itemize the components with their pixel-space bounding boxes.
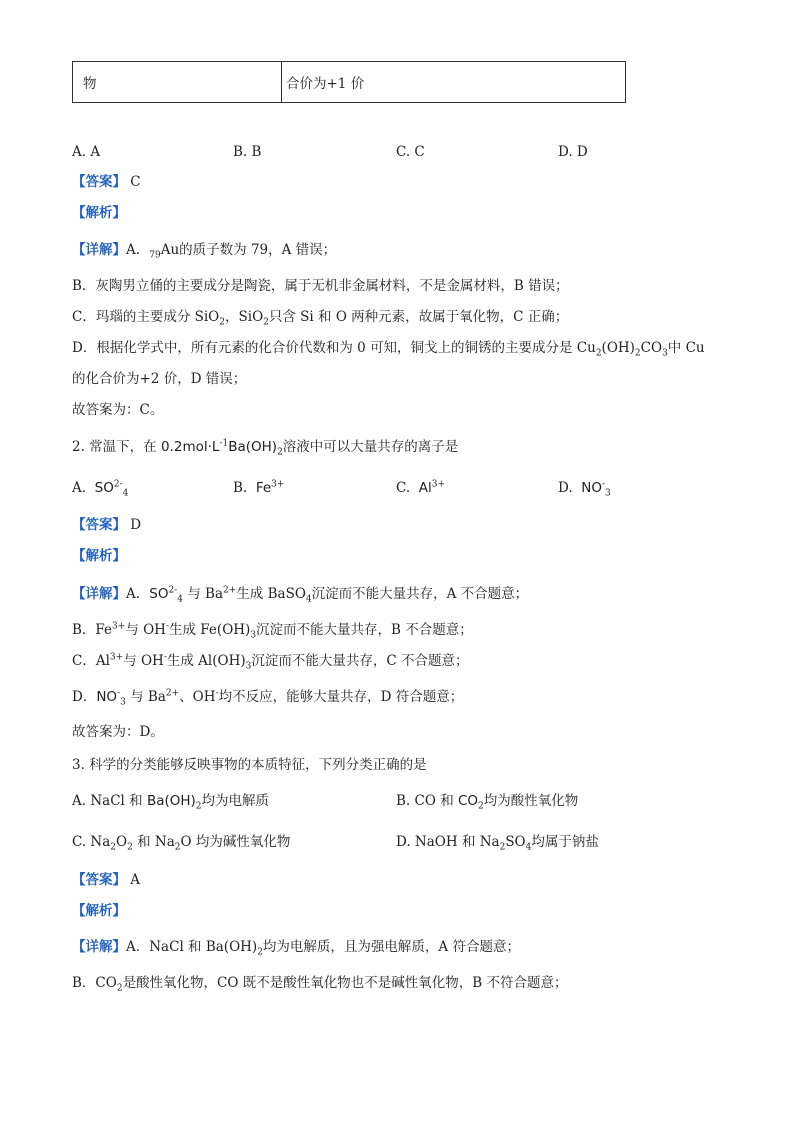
q3-option-d: [396, 833, 599, 851]
text: 均为电解质: [201, 793, 270, 809]
text: 沉淀而不能大量共存，B 不合题意；: [256, 622, 473, 638]
text: 2: [174, 842, 181, 853]
text: 4: [305, 594, 312, 605]
q1-option-c: C. C: [396, 144, 425, 160]
q3-analysis: [72, 902, 126, 920]
q2-detail-a: [72, 585, 528, 603]
text: 和 Na: [132, 834, 175, 850]
q2-stem: [72, 438, 458, 456]
text: B.: [233, 480, 248, 496]
text: 与 Ba: [130, 689, 166, 705]
text: 3+: [112, 621, 126, 632]
q1-option-a: A. A: [72, 144, 101, 160]
text: 生成 Fe(OH): [169, 622, 251, 638]
text: SO: [94, 480, 114, 496]
text: 沉淀而不能大量共存，C 不合题意；: [251, 653, 469, 669]
text: -1: [219, 438, 229, 449]
q3-option-c: [72, 833, 290, 851]
text: 2+: [165, 688, 180, 699]
text: 2: [127, 842, 133, 853]
text: 3+: [109, 652, 124, 663]
analysis-tag: 【解析】: [72, 548, 126, 564]
text: 2: [110, 842, 117, 853]
table-cell: 物: [73, 62, 282, 102]
text: 生成 BaSO: [236, 586, 306, 602]
text: 只含 Si 和 O 两种元素，故属于氧化物，C 正确；: [268, 309, 569, 325]
text: 79: [149, 250, 161, 261]
q3-option-a: [72, 792, 269, 810]
answer-value: A: [130, 872, 141, 888]
text: 与 OH: [123, 653, 164, 669]
text: Fe: [255, 480, 272, 496]
q2-detail-d: [72, 688, 463, 706]
text: D．: [72, 689, 97, 705]
detail-tag: 【详解】: [72, 586, 126, 602]
text: B．Fe: [72, 622, 113, 638]
text: SO: [505, 834, 526, 850]
text: O 均为碱性氧化物: [180, 834, 291, 850]
q1-option-d: D. D: [558, 144, 588, 160]
text: A. NaCl 和: [72, 793, 147, 809]
q2-option-a: [72, 479, 128, 497]
text: D．根据化学式中，所有元素的化合价代数和为 0 可知，铜戈上的铜锈的主要成分是 Cu: [72, 340, 596, 356]
text: 均为酸性氧化物: [483, 793, 579, 809]
text: 3+: [271, 479, 285, 490]
q2-option-b: [233, 479, 284, 497]
text: 4: [525, 842, 532, 853]
text: 3: [662, 348, 668, 359]
text: D. NaOH 和 Na: [396, 834, 500, 850]
q1-analysis: [72, 204, 126, 222]
text: 均属于钠盐: [531, 834, 599, 850]
answer-tag: 【答案】: [72, 517, 126, 533]
text: 2+: [223, 585, 237, 596]
detail-tag: 【详解】: [72, 939, 126, 955]
text: -: [165, 621, 170, 632]
text: -: [163, 652, 167, 663]
q1-detail-d-cont: 的化合价为+2 价，D 错误；: [72, 371, 247, 387]
text: 的质子数为 79，A 错误；: [179, 242, 337, 258]
text: 2: [634, 348, 641, 359]
text: 3+: [431, 479, 446, 490]
text: 2: [277, 447, 283, 458]
text: A.: [72, 480, 87, 496]
q3-stem: 3. 科学的分类能够反映事物的本质特征，下列分类正确的是: [72, 757, 427, 773]
text: B．CO: [72, 975, 117, 991]
q1-detail-a: [72, 241, 336, 259]
text: 4: [177, 594, 183, 605]
q2-analysis: [72, 547, 126, 565]
q1-detail-c: [72, 308, 568, 326]
text: 生成 Al(OH): [166, 653, 246, 669]
text: 2: [499, 842, 506, 853]
text: A．: [126, 242, 150, 258]
text: 3: [605, 488, 611, 499]
q1-detail-b: B．灰陶男立俑的主要成分是陶瓷，属于无机非金属材料，不是金属材料，B 错误；: [72, 278, 569, 294]
q2-conclusion: 故答案为：D。: [72, 724, 164, 740]
q3-option-b: [396, 792, 578, 810]
text: -: [215, 688, 219, 699]
text: Al: [418, 480, 432, 496]
text: 2: [116, 983, 123, 994]
text: SO: [149, 586, 169, 602]
text: 3: [120, 697, 126, 708]
q1-answer: [72, 173, 141, 191]
text: 2: [257, 947, 263, 958]
text: 2-: [168, 585, 178, 596]
text: Au: [160, 242, 180, 258]
text: 沉淀而不能大量共存，A 不合题意；: [311, 586, 529, 602]
text: B. CO 和: [396, 793, 458, 809]
q2-option-d: [558, 479, 611, 497]
q2-answer: [72, 516, 141, 534]
q3-detail-a: [72, 938, 520, 956]
analysis-tag: 【解析】: [72, 205, 126, 221]
answer-tag: 【答案】: [72, 872, 126, 888]
text: 2: [195, 801, 202, 812]
text: 与 Ba: [187, 586, 224, 602]
q2-detail-c: [72, 652, 468, 670]
q2-detail-b: [72, 621, 473, 639]
text: 4: [122, 488, 129, 499]
analysis-tag: 【解析】: [72, 903, 126, 919]
text: (OH): [601, 340, 635, 356]
answer-tag: 【答案】: [72, 174, 126, 190]
answer-value: C: [130, 174, 141, 190]
text: 2: [263, 317, 269, 328]
q1-option-b: B. B: [233, 144, 262, 160]
text: Ba(OH): [146, 793, 196, 809]
text: ，SiO: [225, 309, 264, 325]
text: 2-: [113, 479, 123, 490]
text: 2: [595, 348, 602, 359]
q1-detail-d: [72, 339, 705, 357]
text: -: [117, 688, 121, 699]
answer-value: D: [130, 517, 142, 533]
text: CO: [640, 340, 663, 356]
text: 中 Cu: [667, 340, 705, 356]
text: C．玛瑙的主要成分 SiO: [72, 309, 220, 325]
table-row: [72, 61, 626, 103]
text: 是酸性氧化物，CO 既不是酸性氧化物也不是碱性氧化物，B 不符合题意；: [122, 975, 568, 991]
text: C．Al: [72, 653, 110, 669]
detail-tag: 【详解】: [72, 242, 126, 258]
text: Ba(OH): [228, 439, 278, 455]
q3-answer: [72, 871, 140, 889]
text: 溶液中可以大量共存的离子是: [282, 439, 459, 455]
text: C.: [396, 480, 411, 496]
text: 、OH: [179, 689, 216, 705]
text: 均不反应，能够大量共存，D 符合题意；: [218, 689, 464, 705]
q1-conclusion: 故答案为：C。: [72, 402, 164, 418]
text: 0.2mol·L: [160, 439, 220, 455]
text: O: [116, 834, 128, 850]
q2-option-c: [396, 479, 445, 497]
text: C. Na: [72, 834, 111, 850]
text: 2. 常温下，在: [72, 439, 161, 455]
text: NO: [581, 480, 602, 496]
text: 2: [478, 801, 484, 812]
text: 3: [250, 630, 257, 641]
text: 3: [245, 661, 252, 672]
text: 2: [219, 317, 225, 328]
text: A．: [126, 586, 150, 602]
table-cell: 合价为+1 价: [286, 76, 365, 92]
text: 均为电解质，且为强电解质，A 符合题意；: [262, 939, 520, 955]
text: 与 OH: [125, 622, 166, 638]
text: A．NaCl 和 Ba(OH): [126, 939, 258, 955]
text: NO: [96, 689, 118, 705]
q3-detail-b: [72, 974, 567, 992]
text: CO: [457, 793, 479, 809]
text: D.: [558, 480, 573, 496]
text: -: [601, 479, 606, 490]
